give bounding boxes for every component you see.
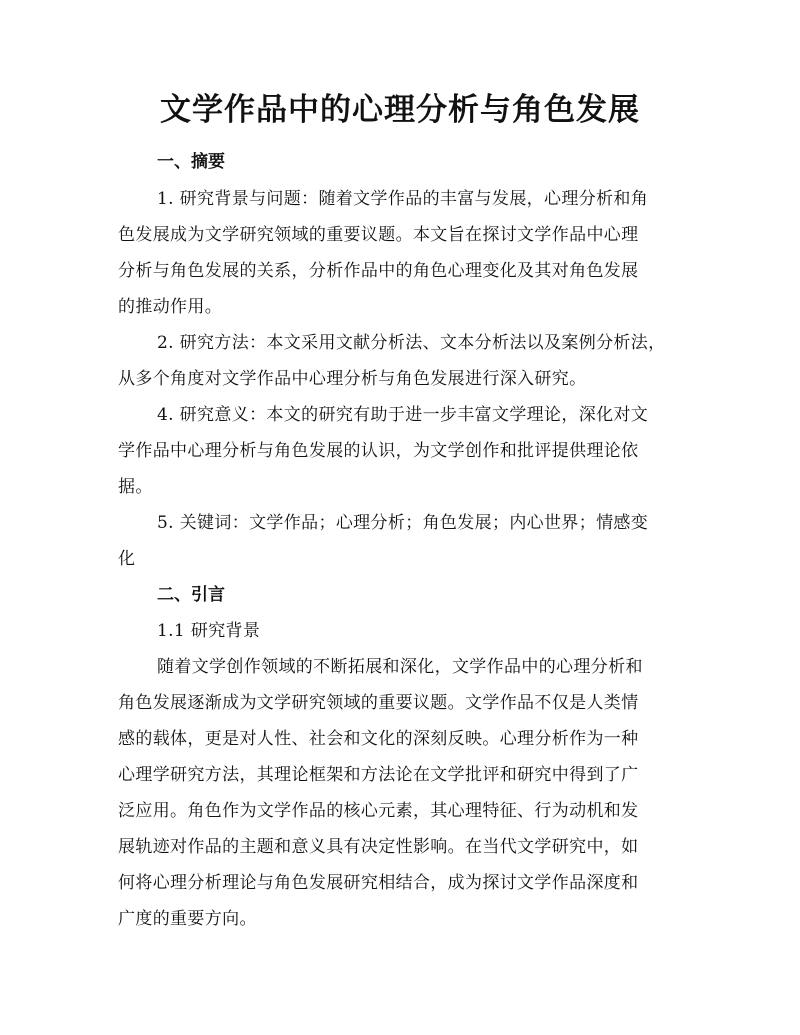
text-line: 随着文学创作领域的不断拓展和深化，文学作品中的心理分析和: [157, 657, 643, 677]
text-line: 广度的重要方向。: [118, 909, 257, 929]
text-line: 感的载体，更是对人性、社会和文化的深刻反映。心理分析作为一种: [118, 729, 639, 749]
text-line: 化: [118, 549, 136, 569]
text-line: 学作品中心理分析与角色发展的认识，为文学创作和批评提供理论依: [118, 441, 639, 461]
section-heading-abstract: 一、摘要: [157, 152, 225, 172]
text-line: 泛应用。角色作为文学作品的核心元素，其心理特征、行为动机和发: [118, 801, 639, 821]
text-line: 从多个角度对文学作品中心理分析与角色发展进行深入研究。: [118, 369, 587, 389]
text-line: 4. 研究意义：本文的研究有助于进一步丰富文学理论，深化对文: [157, 405, 649, 425]
document-title: 文学作品中的心理分析与角色发展: [160, 92, 640, 128]
text-line: 心理学研究方法，其理论框架和方法论在文学批评和研究中得到了广: [118, 765, 639, 785]
text-line: 展轨迹对作品的主题和意义具有决定性影响。在当代文学研究中，如: [118, 837, 639, 857]
section-heading-introduction: 二、引言: [157, 585, 225, 605]
text-line: 据。: [118, 477, 153, 497]
text-line: 分析与角色发展的关系，分析作品中的角色心理变化及其对角色发展: [118, 261, 639, 281]
subsection-heading: 1.1 研究背景: [157, 621, 261, 641]
text-line: 何将心理分析理论与角色发展研究相结合，成为探讨文学作品深度和: [118, 873, 639, 893]
text-line: 1. 研究背景与问题：随着文学作品的丰富与发展，心理分析和角: [157, 189, 649, 209]
text-line: 角色发展逐渐成为文学研究领域的重要议题。文学作品不仅是人类情: [118, 693, 639, 713]
text-line: 色发展成为文学研究领域的重要议题。本文旨在探讨文学作品中心理: [118, 225, 639, 245]
text-line: 的推动作用。: [118, 297, 223, 317]
text-line: 2. 研究方法：本文采用文献分析法、文本分析法以及案例分析法，: [157, 333, 666, 353]
text-line: 5. 关键词：文学作品；心理分析；角色发展；内心世界；情感变: [157, 513, 649, 533]
